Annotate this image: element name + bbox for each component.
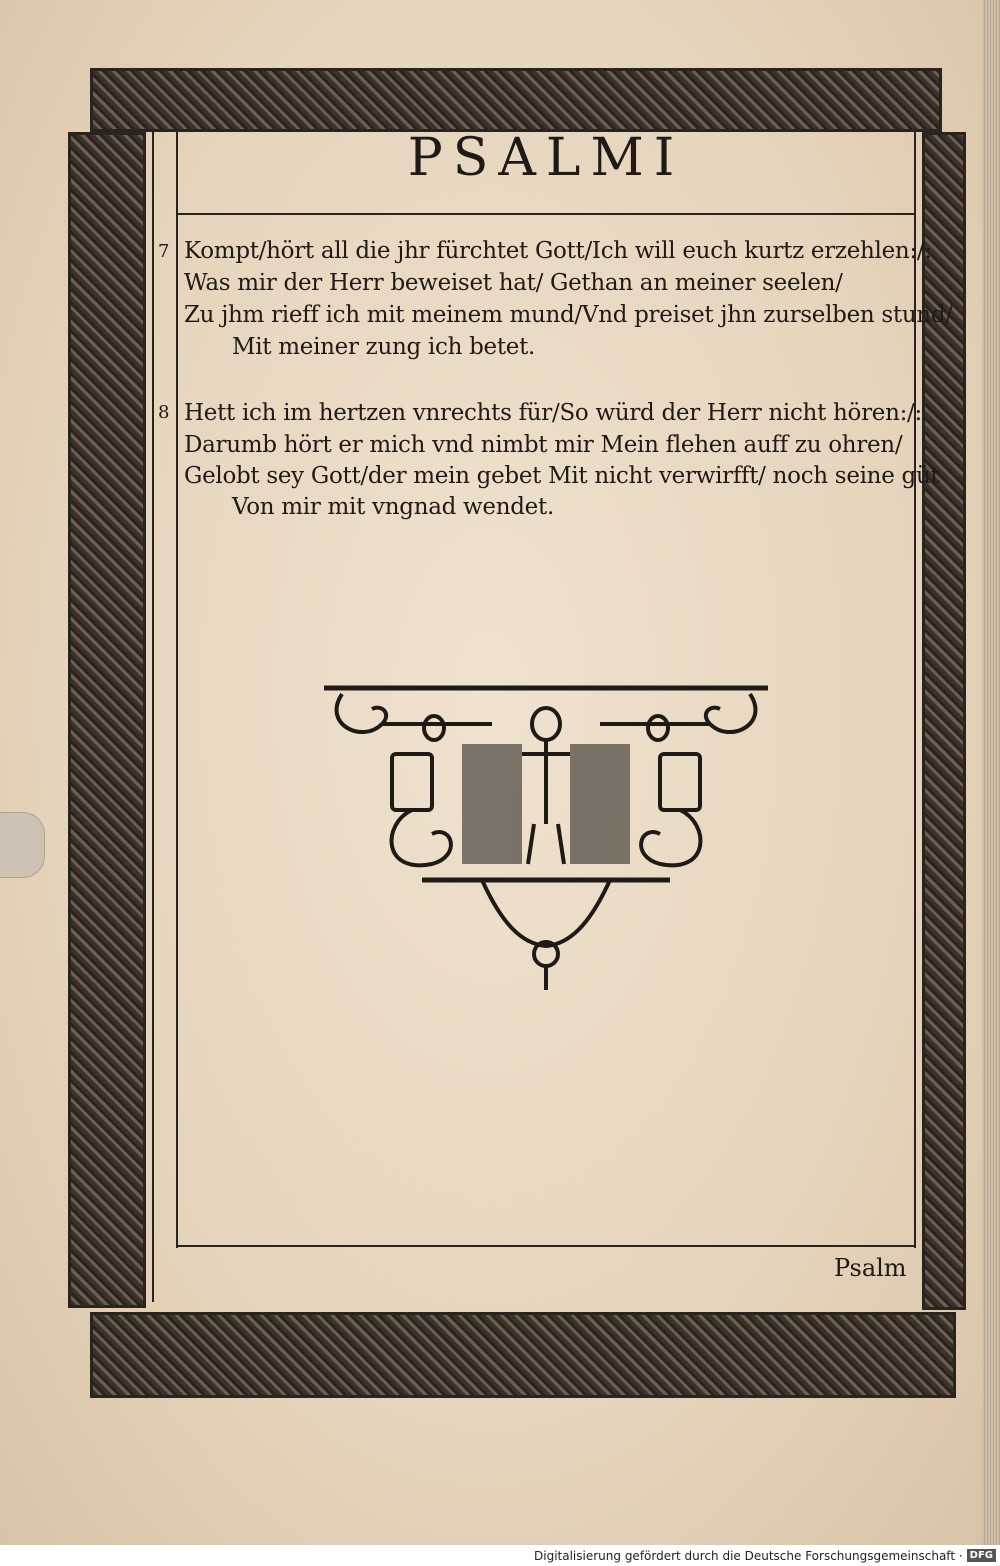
verse-line: Was mir der Herr beweiset hat/ Gethan an meiner seelen/: [184, 270, 843, 296]
margin-rule: [152, 132, 154, 1302]
dfg-logo: DFG: [967, 1549, 996, 1562]
verse-line: Mit meiner zung ich betet.: [232, 334, 536, 360]
verse-line: Von mir mit vngnad wendet.: [232, 494, 554, 520]
bottom-rule: [176, 1245, 916, 1247]
verse-number: 7: [158, 241, 170, 262]
catchword: Psalm: [834, 1254, 907, 1282]
text-box-right-rule: [914, 132, 916, 1248]
verse-line: Gelobt sey Gott/der mein gebet Mit nicht verwirfft/ noch seine güt: [184, 463, 940, 489]
title-rule: [176, 213, 916, 215]
page-clip: [0, 812, 45, 878]
text-box-left-rule: [176, 132, 178, 1248]
verse-line: Kompt/hört all die jhr fürchtet Gott/Ich will euch kurtz erzehlen:/:: [184, 238, 932, 264]
verse-line: Darumb hört er mich vnd nimbt mir Mein flehen auff zu ohren/: [184, 432, 903, 458]
tailpiece-ornament: [322, 684, 770, 996]
page-edges: [982, 0, 1000, 1545]
running-head: PSALMI: [407, 128, 685, 188]
verse-line: Hett ich im hertzen vnrechts für/So würd der Herr nicht hören:/:: [184, 400, 922, 426]
footer-bar: [0, 1545, 1000, 1566]
woodcut-border-left: [68, 132, 146, 1308]
footer-credit: Digitalisierung gefördert durch die Deutsche Forschungsgemeinschaft ·: [534, 1548, 963, 1563]
verse-number: 8: [158, 402, 170, 423]
woodcut-border-top: [90, 68, 942, 132]
verse-line: Zu jhm rieff ich mit meinem mund/Vnd preiset jhn zurselben stund/: [184, 302, 953, 328]
woodcut-border-bottom: [90, 1312, 956, 1398]
